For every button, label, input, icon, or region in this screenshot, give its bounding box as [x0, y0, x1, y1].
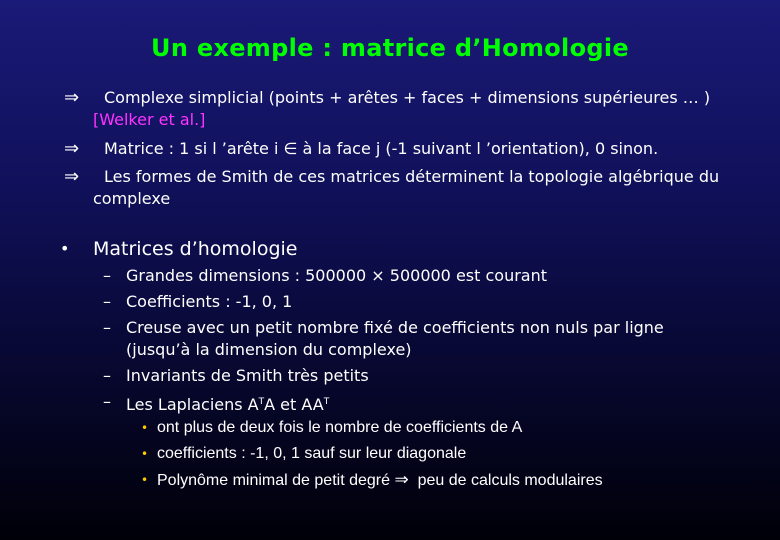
dash-icon: –	[103, 266, 111, 285]
sub-item-3-post: peu de calculs modulaires	[417, 472, 603, 489]
sub-bullet-icon: •	[141, 421, 149, 435]
transpose-sup-2: T	[323, 397, 330, 407]
implies-icon: ⇒	[64, 166, 80, 187]
sub-bullet-icon: •	[141, 447, 149, 461]
dash-item-2: Coefficients : -1, 0, 1	[126, 292, 293, 311]
laplacien-pre: Les Laplaciens A	[126, 395, 259, 414]
sub-item-2: coefficients : -1, 0, 1 sauf sur leur diagonale	[157, 445, 467, 462]
dash-icon: –	[103, 292, 111, 311]
sub-bullet-icon: •	[141, 473, 149, 487]
sub-item-3	[157, 469, 603, 492]
arrow-item-1-line1: Complexe simplicial (points + arêtes + faces + dimensions supérieures … )	[104, 88, 711, 107]
bullet-icon: •	[60, 239, 70, 258]
implies-icon: ⇒	[64, 138, 80, 159]
dash-item-5	[126, 391, 329, 416]
implies-icon: ⇒	[394, 470, 409, 489]
dash-item-1: Grandes dimensions : 500000 × 500000 est courant	[126, 266, 548, 285]
dash-icon: –	[103, 392, 111, 411]
dash-item-3-line2: (jusqu’à la dimension du complexe)	[126, 340, 412, 359]
dash-icon: –	[103, 366, 111, 385]
sub-item-1: ont plus de deux fois le nombre de coefficients de A	[157, 419, 523, 436]
citation-welker: [Welker et al.]	[93, 110, 206, 129]
implies-icon: ⇒	[64, 87, 80, 108]
laplacien-mid: A et AA	[264, 395, 324, 414]
dash-item-4: Invariants de Smith très petits	[126, 366, 369, 385]
transpose-sup-1: T	[258, 397, 265, 407]
dash-item-3-line1: Creuse avec un petit nombre fixé de coefficients non nuls par ligne	[126, 318, 664, 337]
slide-title: Un exemple : matrice d’Homologie	[151, 34, 629, 62]
sub-item-3-pre: Polynôme minimal de petit degré	[157, 472, 391, 489]
arrow-item-3-line1: Les formes de Smith de ces matrices déterminent la topologie algébrique du	[104, 167, 720, 186]
arrow-item-2-line1: Matrice : 1 si l ’arête i ∈ à la face j (-1 suivant l ’orientation), 0 sinon.	[104, 139, 659, 158]
dash-icon: –	[103, 318, 111, 337]
arrow-item-3-line2: complexe	[93, 189, 171, 208]
bullet-label: Matrices d’homologie	[93, 238, 298, 260]
